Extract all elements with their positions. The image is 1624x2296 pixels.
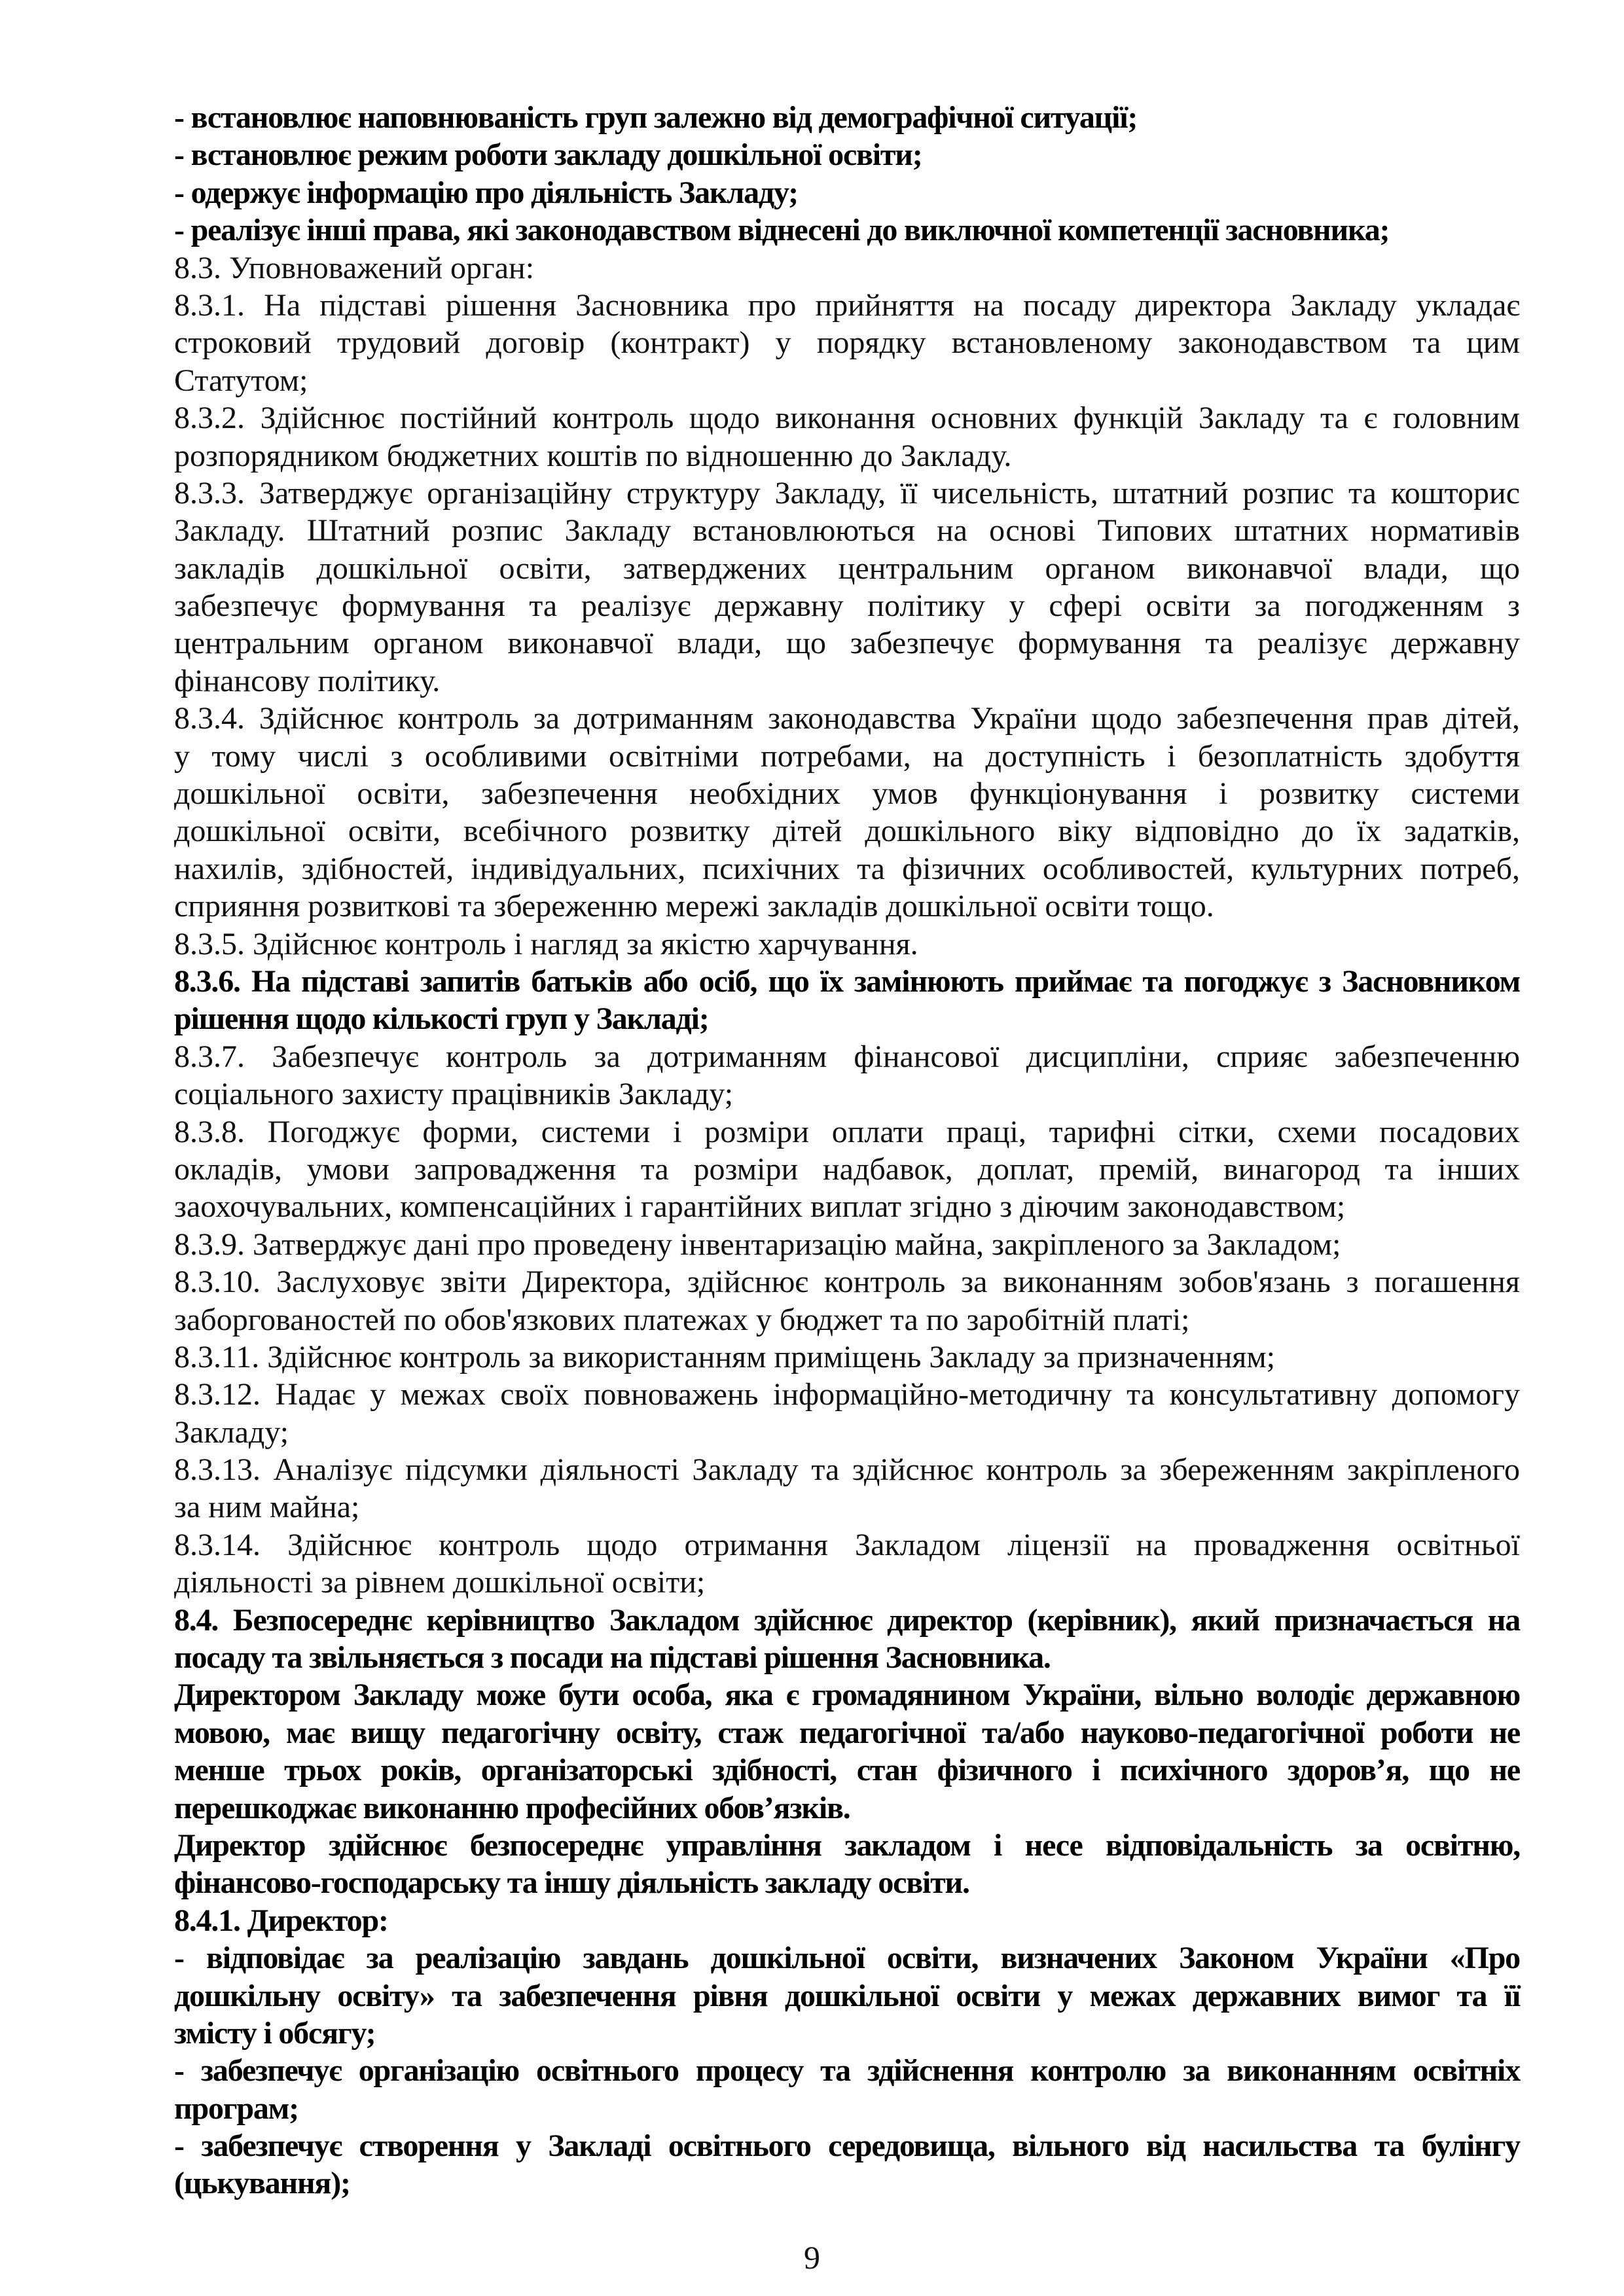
paragraph (174, 1827, 1520, 1902)
text-line: сприяння розвиткові та збереженню мережі закладів дошкільної освіти тощо. (174, 889, 1214, 924)
paragraph (174, 1526, 1520, 1602)
paragraph (174, 925, 1520, 963)
text-line: мовою, має вищу педагогічну освіту, стаж педагогічної та/або науково-педагогічної роботи не (174, 1715, 1520, 1750)
text-line: 8.3.6. На підставі запитів батьків або осіб, що їх замінюють приймає та погоджує з Засновником (174, 963, 1520, 999)
text-line: забезпечує формування та реалізує державну політику у сфері освіти за погодженням з (174, 588, 1520, 624)
text-line: діяльності за рівнем дошкільної освіти; (174, 1565, 706, 1600)
paragraph (174, 1113, 1520, 1226)
text-line: посаду та звільняється з посади на підставі рішення Засновника. (174, 1640, 1051, 1676)
text-line: - забезпечує створення у Закладі освітнього середовища, вільного від насильства та булінгу (174, 2128, 1520, 2164)
text-line: заборгованостей по обов'язкових платежах у бюджет та по заробітній платі; (174, 1302, 1190, 1337)
text-line: центральним органом виконавчої влади, що забезпечує формування та реалізує державну (174, 626, 1520, 661)
text-line: Закладу; (174, 1414, 289, 1450)
text-line: 8.3.4. Здійснює контроль за дотриманням законодавства України щодо забезпечення прав дітей, (174, 701, 1520, 736)
text-line: змісту і обсягу; (174, 2015, 376, 2051)
paragraph (174, 1376, 1520, 1451)
text-line: 8.3.11. Здійснює контроль за використанням приміщень Закладу за призначенням; (174, 1339, 1276, 1374)
paragraph (174, 1602, 1520, 1677)
text-line: 8.3.10. Заслуховує звіти Директора, здійснює контроль за виконанням зобов'язань з погашення (174, 1265, 1520, 1300)
paragraph (174, 1939, 1520, 2052)
paragraph (174, 136, 1520, 173)
text-line: 8.3.13. Аналізує підсумки діяльності Закладу та здійснює контроль за збереженням закріпленого (174, 1452, 1520, 1488)
document-body (174, 99, 1520, 2202)
text-line: дошкільної освіти, забезпечення необхідних умов функціонування і розвитку системи (174, 776, 1520, 812)
text-line: Статутом; (174, 363, 308, 398)
text-line: - реалізує інші права, які законодавством віднесені до виключної компетенції засновника; (174, 213, 1390, 248)
paragraph (174, 1902, 1520, 1939)
paragraph (174, 2052, 1520, 2127)
text-line: - встановлює наповнюваність груп залежно від демографічної ситуації; (174, 100, 1138, 135)
text-line: у тому числі з особливими освітніми потребами, на доступність і безоплатність здобуття (174, 738, 1520, 774)
paragraph (174, 249, 1520, 287)
text-line: закладів дошкільної освіти, затверджених центральним органом виконавчої влади, що (174, 550, 1520, 586)
text-line: 8.3.14. Здійснює контроль щодо отримання Закладом ліцензії на провадження освітньої (174, 1527, 1520, 1562)
page-number: 9 (804, 2239, 820, 2276)
text-line: 8.3.8. Погоджує форми, системи і розміри оплати праці, тарифні сітки, схеми посадових (174, 1114, 1520, 1149)
text-line: - одержує інформацію про діяльність Закладу; (174, 175, 798, 210)
text-line: - забезпечує організацію освітнього процесу та здійснення контролю за виконанням освітніх (174, 2053, 1520, 2089)
text-line: 8.4.1. Директор: (174, 1903, 388, 1938)
text-line: 8.3.3. Затверджує організаційну структуру Закладу, її чисельність, штатний розпис та кошторис (174, 475, 1520, 511)
text-line: соціального захисту працівників Закладу; (174, 1077, 734, 1112)
text-line: програм; (174, 2090, 298, 2126)
text-line: за ним майна; (174, 1490, 360, 1525)
text-line: окладів, умови запровадження та розміри надбавок, доплат, премій, винагород та інших (174, 1151, 1520, 1187)
text-line: менше трьох років, організаторські здібності, стан фізичного і психічного здоров’я, що не (174, 1753, 1520, 1788)
text-line: 8.3.12. Надає у межах своїх повноважень інформаційно-методичну та консультативну допомогу (174, 1377, 1520, 1412)
paragraph (174, 99, 1520, 136)
text-line: 8.3.7. Забезпечує контроль за дотриманням фінансової дисципліни, сприяє забезпеченню (174, 1039, 1520, 1074)
text-line: фінансово-господарську та іншу діяльність закладу освіти. (174, 1865, 969, 1901)
text-line: 8.3.2. Здійснює постійний контроль щодо виконання основних функцій Закладу та є головним (174, 401, 1520, 436)
paragraph (174, 1263, 1520, 1338)
text-line: 8.4. Безпосереднє керівництво Закладом здійснює директор (керівник), який призначається на (174, 1602, 1520, 1638)
text-line: перешкоджає виконанню професійних обов’язків. (174, 1790, 850, 1825)
text-line: дошкільної освіти, всебічного розвитку дітей дошкільного віку відповідно до їх задатків, (174, 814, 1520, 849)
text-line: 8.3.9. Затверджує дані про проведену інвентаризацію майна, закріпленого за Закладом; (174, 1227, 1341, 1262)
text-line: - відповідає за реалізацію завдань дошкільної освіти, визначених Законом України «Про (174, 1941, 1520, 1976)
text-line: строковий трудовий договір (контракт) у порядку встановленому законодавством та цим (174, 325, 1520, 361)
paragraph (174, 475, 1520, 700)
paragraph (174, 963, 1520, 1038)
text-line: розпорядником бюджетних коштів по відношенню до Закладу. (174, 438, 1012, 473)
paragraph (174, 1038, 1520, 1113)
text-line: - встановлює режим роботи закладу дошкільної освіти; (174, 137, 922, 173)
text-line: фінансову політику. (174, 663, 441, 698)
paragraph (174, 287, 1520, 399)
text-line: 8.3.1. На підставі рішення Засновника про прийняття на посаду директора Закладу укладає (174, 287, 1520, 323)
paragraph (174, 1338, 1520, 1376)
paragraph (174, 700, 1520, 925)
paragraph (174, 1226, 1520, 1263)
paragraph (174, 2127, 1520, 2202)
text-line: (цькування); (174, 2166, 350, 2201)
text-line: нахилів, здібностей, індивідуальних, психічних та фізичних особливостей, культурних потреб, (174, 851, 1520, 886)
text-line: Директором Закладу може бути особа, яка є громадянином України, вільно володіє державною (174, 1677, 1520, 1713)
text-line: заохочувальних, компенсаційних і гарантійних виплат згідно з діючим законодавством; (174, 1189, 1346, 1225)
text-line: 8.3. Уповноважений орган: (174, 250, 535, 285)
text-line: 8.3.5. Здійснює контроль і нагляд за якістю харчування. (174, 926, 918, 961)
paragraph (174, 399, 1520, 475)
paragraph (174, 174, 1520, 211)
text-line: Закладу. Штатний розпис Закладу встановлюються на основі Типових штатних нормативів (174, 513, 1520, 548)
paragraph (174, 1451, 1520, 1526)
paragraph (174, 211, 1520, 249)
paragraph (174, 1676, 1520, 1827)
text-line: рішення щодо кількості груп у Закладі; (174, 1001, 709, 1037)
text-line: дошкільну освіту» та забезпечення рівня дошкільної освіти у межах державних вимог та її (174, 1978, 1520, 2013)
text-line: Директор здійснює безпосереднє управління закладом і несе відповідальність за освітню, (174, 1827, 1520, 1863)
